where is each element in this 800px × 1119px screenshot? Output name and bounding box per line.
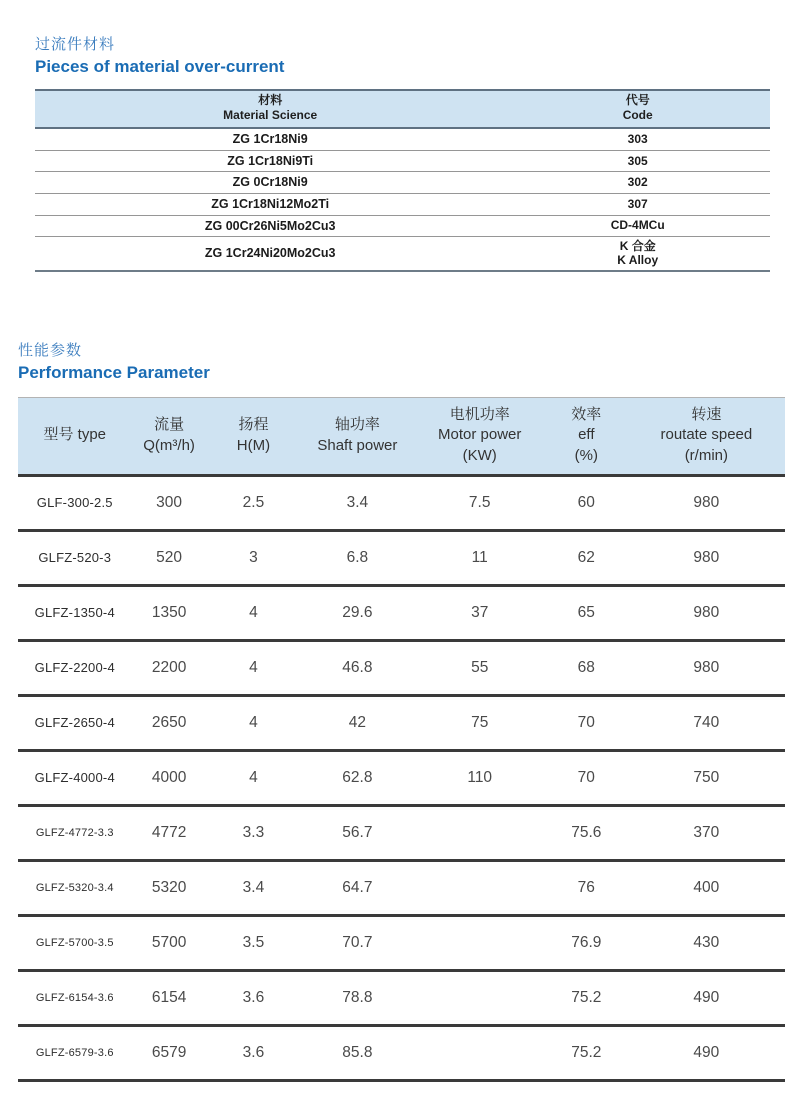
performance-table-body (18, 475, 785, 1080)
value-cell: 490 (628, 970, 785, 1025)
value-cell: 300 (132, 475, 207, 530)
value-cell: 4000 (132, 750, 207, 805)
material-table-row (35, 150, 770, 172)
code-line: 305 (627, 153, 648, 168)
model-cell: GLFZ-4000-4 (18, 750, 132, 805)
value-cell: 430 (628, 915, 785, 970)
value-cell: 76.9 (545, 915, 628, 970)
value-cell: 65 (545, 585, 628, 640)
material-table-row (35, 215, 770, 237)
code-cell (505, 193, 770, 215)
material-table-row (35, 172, 770, 194)
value-cell: 980 (628, 530, 785, 585)
performance-section-title-zh: 性能参数 (18, 341, 83, 359)
value-cell: 11 (415, 530, 545, 585)
value-cell: 2200 (132, 640, 207, 695)
value-cell: 5320 (132, 860, 207, 915)
header-line: Q(m³/h) (143, 436, 195, 454)
header-line: 型号 type (43, 426, 107, 444)
value-cell: 3.3 (207, 805, 301, 860)
material-cell: ZG 1Cr18Ni9Ti (35, 150, 505, 172)
header-line: H(M) (236, 436, 271, 454)
header-line: (KW) (462, 446, 497, 464)
model-cell: GLFZ-6154-3.6 (18, 970, 132, 1025)
performance-section (0, 272, 800, 1082)
value-cell: 1350 (132, 585, 207, 640)
value-cell: 520 (132, 530, 207, 585)
value-cell: 400 (628, 860, 785, 915)
performance-table-row (18, 475, 785, 530)
header-line: (%) (574, 446, 598, 464)
model-cell: GLF-300-2.5 (18, 475, 132, 530)
column-header-rotate-speed (628, 397, 785, 475)
model-cell: GLFZ-520-3 (18, 530, 132, 585)
value-cell: 4 (207, 585, 301, 640)
material-cell: ZG 00Cr26Ni5Mo2Cu3 (35, 215, 505, 237)
material-table-row (35, 237, 770, 271)
code-cell (505, 150, 770, 172)
header-line: 转速 (691, 406, 722, 424)
value-cell: 42 (300, 695, 414, 750)
header-line: 电机功率 (449, 406, 510, 424)
value-cell: 76 (545, 860, 628, 915)
column-header-efficiency (545, 397, 628, 475)
material-cell: ZG 1Cr18Ni12Mo2Ti (35, 193, 505, 215)
code-line: 307 (627, 196, 648, 211)
material-table-row (35, 193, 770, 215)
performance-table-row (18, 585, 785, 640)
value-cell: 980 (628, 475, 785, 530)
performance-table-row (18, 1025, 785, 1080)
model-cell: GLFZ-2200-4 (18, 640, 132, 695)
value-cell: 64.7 (300, 860, 414, 915)
performance-table-row (18, 970, 785, 1025)
code-line: 303 (627, 131, 648, 146)
performance-table-row (18, 750, 785, 805)
value-cell: 85.8 (300, 1025, 414, 1080)
material-table-body (35, 128, 770, 271)
value-cell: 70 (545, 695, 628, 750)
column-header-head (207, 397, 301, 475)
value-cell: 740 (628, 695, 785, 750)
value-cell: 29.6 (300, 585, 414, 640)
value-cell: 6.8 (300, 530, 414, 585)
header-line: Shaft power (317, 436, 398, 454)
material-section-title-zh: 过流件材料 (35, 36, 116, 53)
column-header-shaft-power (300, 397, 414, 475)
header-line: eff (578, 426, 595, 444)
value-cell: 3 (207, 530, 301, 585)
material-header-zh: 材料 (258, 92, 283, 107)
material-header-en: Material Science (223, 108, 318, 123)
header-line: (r/min) (684, 446, 729, 464)
value-cell: 3.6 (207, 1025, 301, 1080)
material-section (0, 0, 800, 272)
code-cell (505, 215, 770, 237)
value-cell: 55 (415, 640, 545, 695)
model-cell: GLFZ-6579-3.6 (18, 1025, 132, 1080)
code-line: K 合金 (619, 239, 656, 254)
value-cell: 6579 (132, 1025, 207, 1080)
value-cell (415, 805, 545, 860)
value-cell (415, 860, 545, 915)
material-table-row (35, 128, 770, 150)
value-cell: 46.8 (300, 640, 414, 695)
model-cell: GLFZ-4772-3.3 (18, 805, 132, 860)
value-cell: 62 (545, 530, 628, 585)
value-cell: 75.2 (545, 970, 628, 1025)
performance-table-row (18, 640, 785, 695)
value-cell: 56.7 (300, 805, 414, 860)
value-cell: 70.7 (300, 915, 414, 970)
value-cell: 3.5 (207, 915, 301, 970)
value-cell (415, 1025, 545, 1080)
value-cell: 7.5 (415, 475, 545, 530)
value-cell: 37 (415, 585, 545, 640)
performance-table-row (18, 695, 785, 750)
material-cell: ZG 1Cr24Ni20Mo2Cu3 (35, 237, 505, 271)
column-header-type (18, 397, 132, 475)
value-cell: 490 (628, 1025, 785, 1080)
column-header-flow (132, 397, 207, 475)
code-column-header (505, 90, 770, 128)
model-cell: GLFZ-1350-4 (18, 585, 132, 640)
code-line: K Alloy (617, 252, 659, 267)
value-cell: 75.6 (545, 805, 628, 860)
header-line: 轴功率 (334, 416, 380, 434)
material-column-header (35, 90, 505, 128)
value-cell (415, 970, 545, 1025)
model-cell: GLFZ-5700-3.5 (18, 915, 132, 970)
value-cell: 4 (207, 640, 301, 695)
performance-section-title-en: Performance Parameter (18, 362, 210, 382)
code-cell (505, 237, 770, 271)
column-header-motor-power (415, 397, 545, 475)
header-line: 流量 (154, 416, 185, 434)
header-line: 扬程 (238, 416, 269, 434)
code-line: 302 (627, 175, 648, 190)
material-table-header-row (35, 90, 770, 128)
performance-table-row (18, 805, 785, 860)
value-cell: 4772 (132, 805, 207, 860)
header-line: Motor power (438, 426, 522, 444)
value-cell: 70 (545, 750, 628, 805)
value-cell: 980 (628, 640, 785, 695)
value-cell: 60 (545, 475, 628, 530)
value-cell: 75.2 (545, 1025, 628, 1080)
code-line: CD-4MCu (610, 218, 665, 233)
value-cell: 2650 (132, 695, 207, 750)
value-cell: 3.4 (207, 860, 301, 915)
header-line: 效率 (571, 406, 602, 424)
value-cell: 5700 (132, 915, 207, 970)
model-cell: GLFZ-5320-3.4 (18, 860, 132, 915)
performance-table-row (18, 860, 785, 915)
performance-table-row (18, 915, 785, 970)
code-header-zh: 代号 (625, 92, 650, 107)
material-cell: ZG 1Cr18Ni9 (35, 128, 505, 150)
value-cell: 78.8 (300, 970, 414, 1025)
value-cell: 75 (415, 695, 545, 750)
value-cell: 750 (628, 750, 785, 805)
value-cell: 6154 (132, 970, 207, 1025)
material-cell: ZG 0Cr18Ni9 (35, 172, 505, 194)
code-cell (505, 128, 770, 150)
material-section-title-en: Pieces of material over-current (35, 56, 285, 76)
value-cell: 370 (628, 805, 785, 860)
performance-table-header-row (18, 397, 785, 475)
model-cell: GLFZ-2650-4 (18, 695, 132, 750)
value-cell: 110 (415, 750, 545, 805)
material-table (35, 89, 770, 272)
value-cell (415, 915, 545, 970)
code-cell (505, 172, 770, 194)
value-cell: 3.4 (300, 475, 414, 530)
code-header-en: Code (622, 108, 653, 123)
header-line: routate speed (660, 426, 753, 444)
value-cell: 4 (207, 750, 301, 805)
value-cell: 68 (545, 640, 628, 695)
value-cell: 4 (207, 695, 301, 750)
performance-table (18, 397, 785, 1082)
value-cell: 62.8 (300, 750, 414, 805)
value-cell: 2.5 (207, 475, 301, 530)
performance-table-row (18, 530, 785, 585)
value-cell: 3.6 (207, 970, 301, 1025)
value-cell: 980 (628, 585, 785, 640)
